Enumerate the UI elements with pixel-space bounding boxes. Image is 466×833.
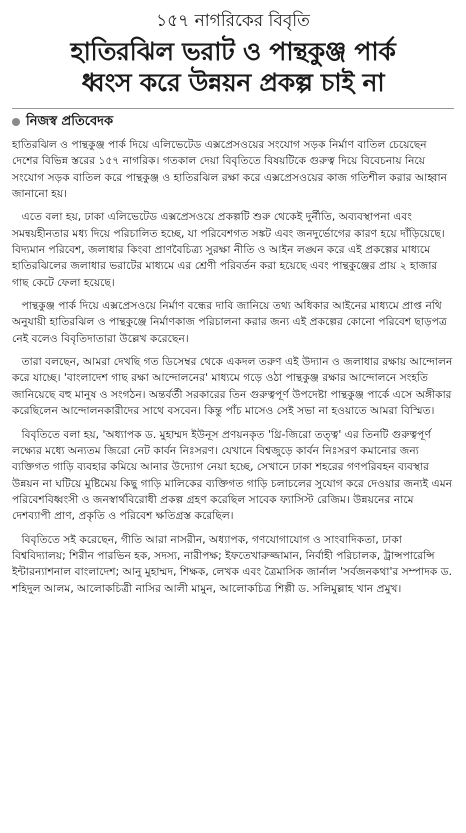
headline-divider: [12, 108, 454, 109]
article-headline: [12, 36, 454, 98]
byline-text: নিজস্ব প্রতিবেদক: [26, 114, 114, 129]
headline-line-2: ধ্বংস করে উন্নয়ন প্রকল্প চাই না: [81, 68, 385, 97]
article-paragraph: হাতিরঝিল ও পান্থকুঞ্জ পার্ক দিয়ে এলিভেটেড এক্সপ্রেসওয়ের সংযোগ সড়ক নির্মাণ বাতিল চেয়েছেন দেশের বিভিন্ন স্তরের ১৫৭ নাগরিক। গতকাল দেয়া বিবৃতিতে বিষয়টিকে গুরুত্ব দিয়ে বিবেচনায় নিয়ে সংযোগ সড়ক বাতিল করে পান্থকুঞ্জ ও হাতিরঝিল রক্ষা করে এক্সপ্রেসওয়ের কাজ গতিশীল করার আহ্বান জানানো হয়।: [12, 138, 447, 201]
article-paragraph: বিবৃতিতে সই করেছেন, গীতি আরা নাসরীন, অধ্যাপক, গণযোগাযোগ ও সাংবাদিকতা, ঢাকা বিশ্ববিদ্যালয়; শিরীন পারভিন হক, সদস্য, নারীপক্ষ; ইফতেখারুজ্জামান, নির্বাহী পরিচালক, ট্রান্সপারেন্সি ইন্টারন্যাশনাল বাংলাদেশ; আনু মুহাম্মদ, শিক্ষক, লেখক এবং ত্রৈমাসিক জার্নাল 'সর্বজনকথা'র সম্পাদক ড. শহিদুল আলম, আলোকচিত্রী নাসির আলী মামুন, আলোকচিত্র শিল্পী ড. সলিমুল্লাহ খান প্রমুখ।: [12, 532, 453, 595]
article-body: [12, 137, 454, 597]
article-paragraph: বিবৃতিতে বলা হয়, 'অধ্যাপক ড. মুহাম্মদ ইউনূস প্রণয়নকৃত 'থ্রি-জিরো তত্ত্ব' এর তিনটি গুরুত্বপূর্ণ লক্ষ্যের মধ্যে অন্যতম জিরো নেট কার্বন নিঃসরণ। যেখানে বিশ্বজুড়ে কার্বন নিঃসরণ কমানোর জন্য ব্যক্তিগত গাড়ি ব্যবহার কমিয়ে আনার উদ্যোগ নেয়া হচ্ছে, সেখানে ঢাকা শহরের গণপরিবহন ব্যবস্থার উন্নয়ন না ঘটিয়ে মুষ্টিমেয় কিছু গাড়ি মালিকের ব্যক্তিগত গাড়ি চলাচলের সুযোগ করে দেওয়ার জন্যই এমন পরিবেশবিধ্বংসী ও জনস্বার্থবিরোধী প্রকল্প গ্রহণ করেছিল সাবেক ফ্যাসিস্ট রেজিম। উন্নয়নের নামে দেশব্যাপী প্রাণ, প্রকৃতি ও পরিবেশ ক্ষতিগ্রস্ত করেছিল।: [12, 427, 453, 523]
byline: [12, 113, 454, 131]
bullet-icon: [12, 118, 20, 126]
article-paragraph: পান্থকুঞ্জ পার্ক দিয়ে এক্সপ্রেসওয়ে নির্মাণ বন্ধের দাবি জানিয়ে তথ্য অধিকার আইনের মাধ্যমে প্রাপ্ত নথি অনুযায়ী হাতিরঝিল ও পান্থকুঞ্জে নির্মাণকাজ পরিচালনা করার জন্য এই প্রকল্পের কোনো পরিবেশ ছাড়পত্র নেই বলেও বিবৃতিদাতারা উল্লেখ করেছেন।: [12, 299, 447, 345]
article-kicker: ১৫৭ নাগরিকের বিবৃতি: [156, 11, 310, 31]
article-paragraph: তারা বলছেন, আমরা দেখছি গত ডিসেম্বর থেকে একদল তরুণ এই উদ্যান ও জলাধার রক্ষায় আন্দোলন করে যাচ্ছে। 'বাংলাদেশ গাছ রক্ষা আন্দোলনের' মাধ্যমে গড়ে ওঠা পান্থকুঞ্জ রক্ষার আন্দোলনে সংহতি জানিয়েছে বহু মানুষ ও সংগঠন। অন্তর্বর্তী সরকারের তিন গুরুত্বপূর্ণ উপদেষ্টা পান্থকুঞ্জ পার্কে এসে অঙ্গীকার করেছিলেন আন্দোলনকারীদের সাথে বসবেন। কিন্তু পাঁচ মাসেও সেই সভা না হওয়াতে আমরা বিস্মিত।: [12, 355, 453, 418]
headline-line-1: হাতিরঝিল ভরাট ও পান্থকুঞ্জ পার্ক: [70, 37, 396, 66]
article-paragraph: এতে বলা হয়, ঢাকা এলিভেটেড এক্সপ্রেসওয়ে প্রকল্পটি শুরু থেকেই দুর্নীতি, অব্যবস্থাপনা এবং সমন্বয়হীনতার মধ্য দিয়ে পরিচালিত হচ্ছে, যা পরিবেশগত সঙ্কট এবং জনদুর্ভোগের কারণ হয়ে দাঁড়িয়েছে। বিদ্যমান পরিবেশ, জলাধার কিংবা প্রাণবৈচিত্র্য সুরক্ষা নীতি ও আইন লঙ্ঘন করে এই প্রকল্পের মাধ্যমে হাতিরঝিলের জলাধার ভরাটের মাধ্যমে এর শ্রেণী পরিবর্তন করা হয়েছে এবং পান্থকুঞ্জের প্রায় ২ হাজার গাছ কেটে ফেলা হয়েছে।: [12, 210, 445, 289]
